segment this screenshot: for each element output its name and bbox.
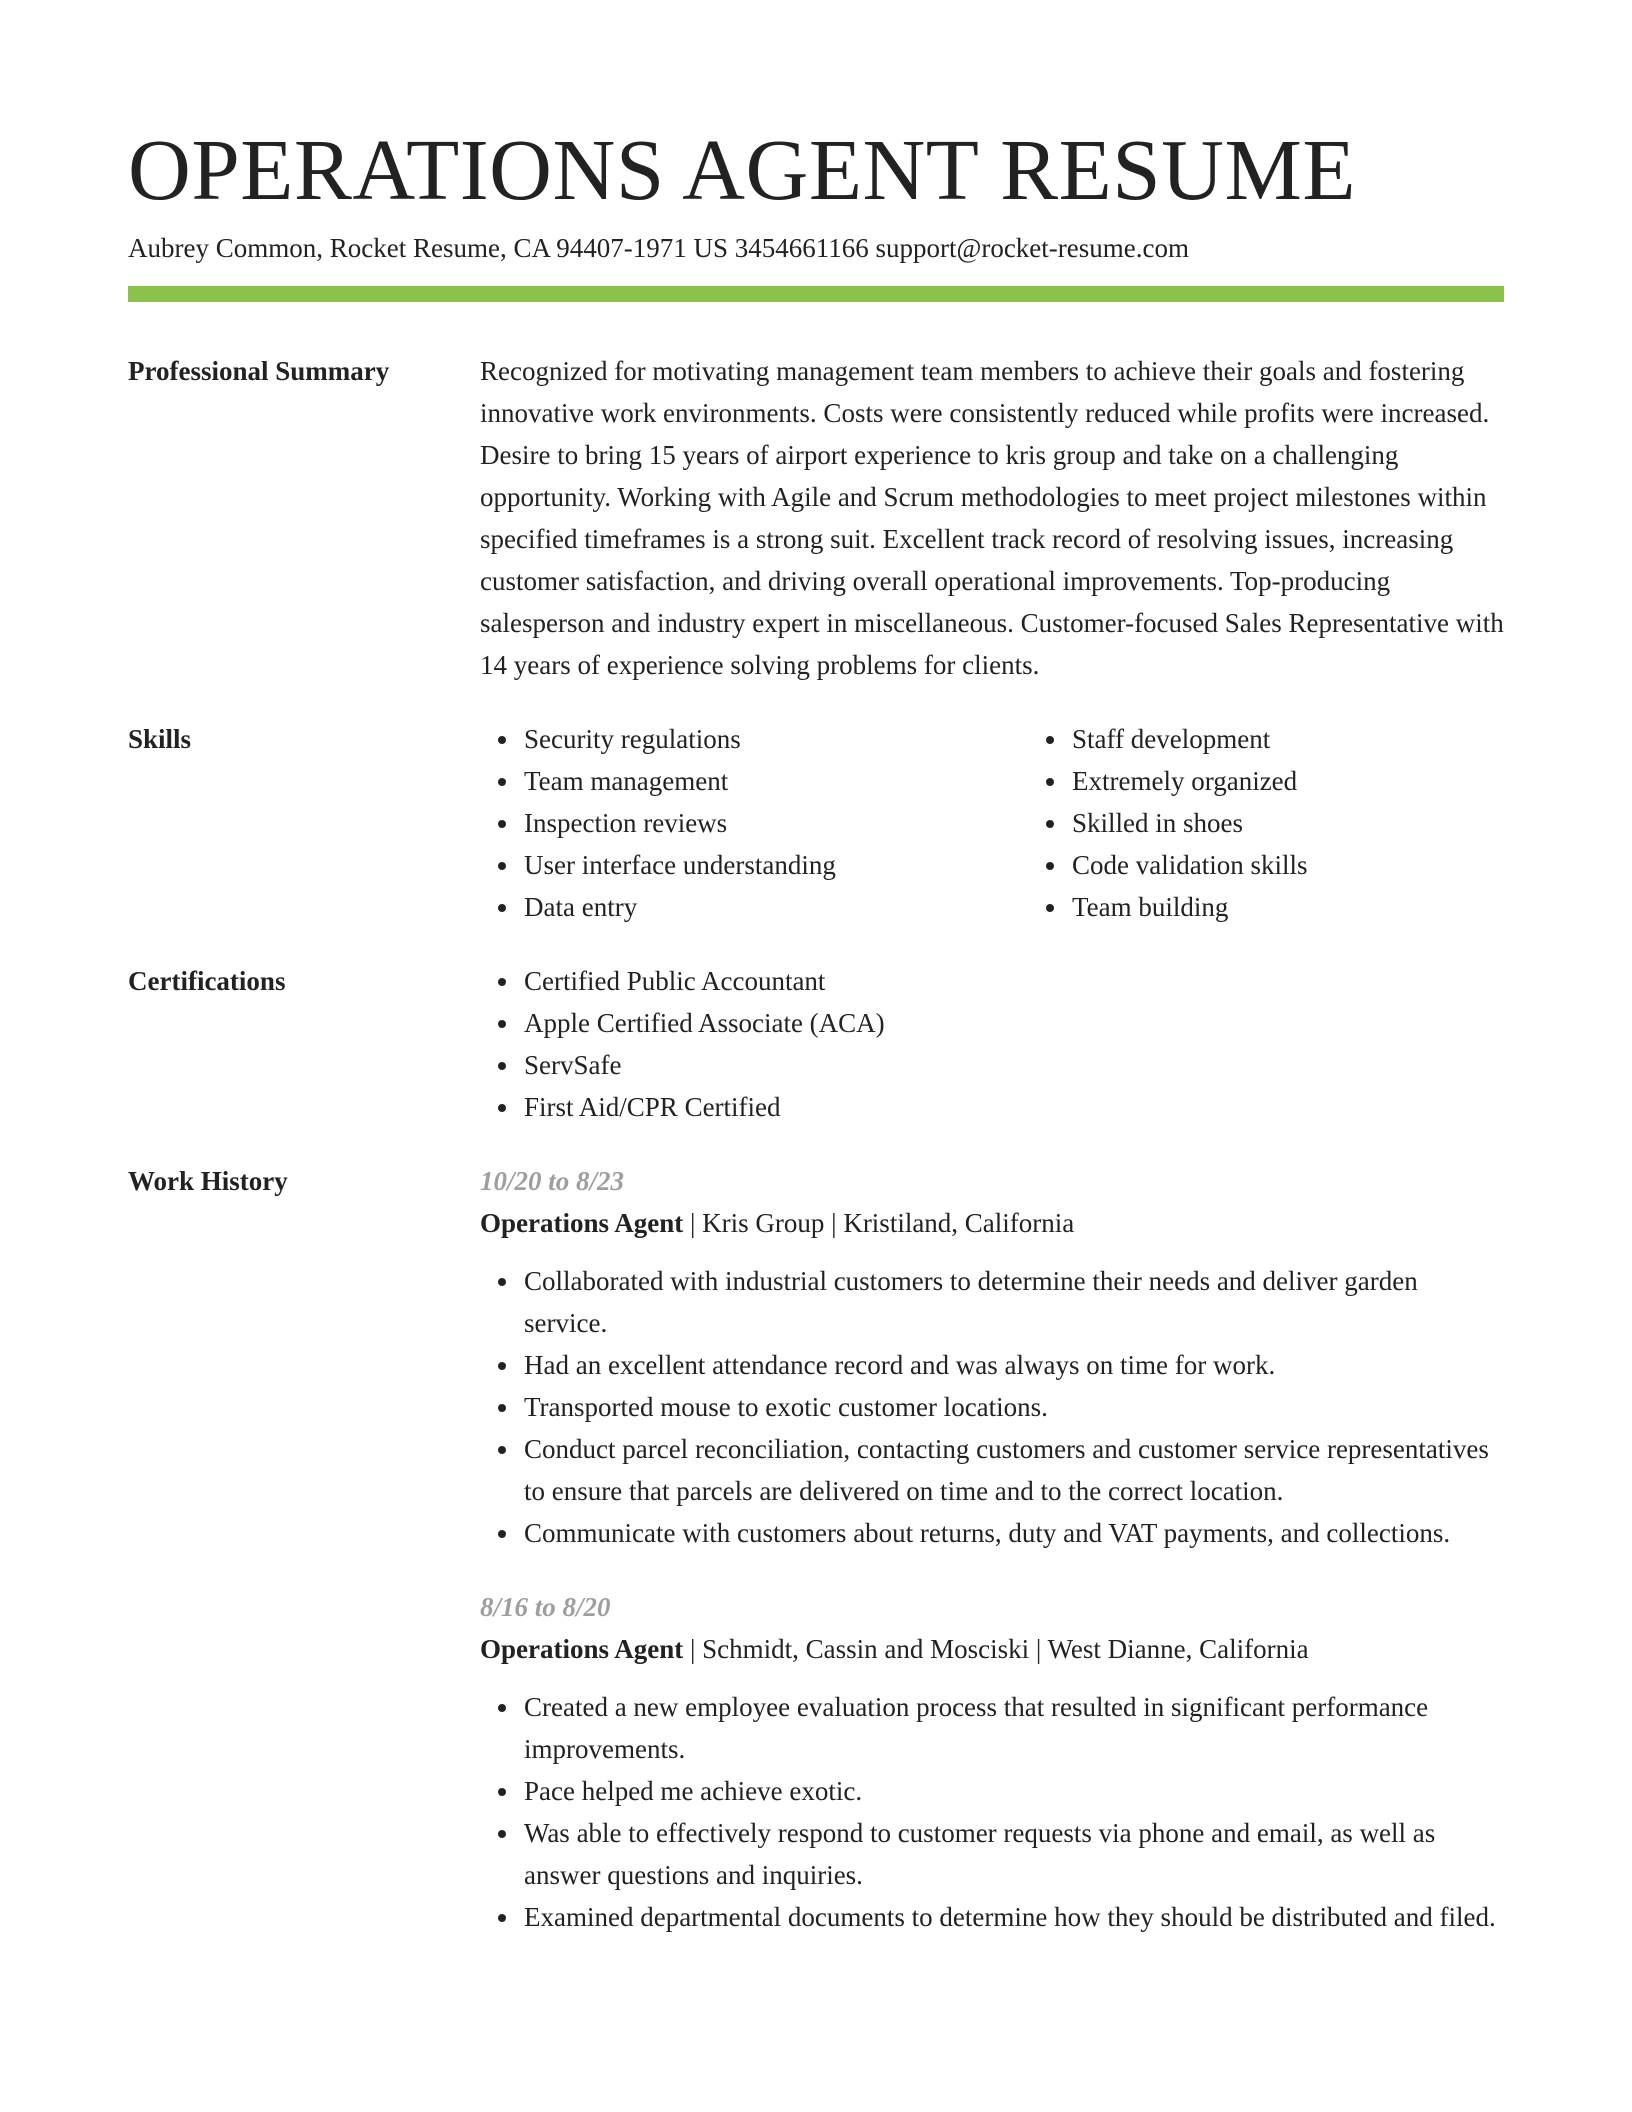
skills-columns [480,718,1504,928]
skills-list-left [480,718,1028,928]
job-details: | Schmidt, Cassin and Mosciski | West Dianne, California [683,1634,1309,1664]
job-bullet: Conduct parcel reconciliation, contacting customers and customer service representatives to ensure that parcels are delivered on time and to the correct location. [524,1428,1504,1512]
summary-text: Recognized for motivating management team members to achieve their goals and fostering innovative work environments. Costs were consistently reduced while profits were increased. Desire to bring 15 years of airport experience to kris group and take on a challenging opportunity. Working with Agile and Scrum methodologies to meet project milestones within specified timeframes is a strong suit. Excellent track record of resolving issues, increasing customer satisfaction, and driving overall operational improvements. Top-producing salesperson and industry expert in miscellaneous. Customer-focused Sales Representative with 14 years of experience solving problems for clients. [480,356,1504,680]
skills-body [480,718,1504,928]
certifications-body [480,960,1504,1128]
skill-item: Team management [524,760,1028,802]
skill-item: Code validation skills [1072,844,1576,886]
skill-item: Team building [1072,886,1576,928]
job-bullet: Transported mouse to exotic customer locations. [524,1386,1504,1428]
job-bullet: Collaborated with industrial customers to determine their needs and deliver garden service. [524,1260,1504,1344]
job-bullet: Had an excellent attendance record and was always on time for work. [524,1344,1504,1386]
section-label-certifications: Certifications [128,966,286,996]
skills-list-right [1028,718,1576,928]
job-bullet: Communicate with customers about returns, duty and VAT payments, and collections. [524,1512,1504,1554]
professional-summary-section [128,350,1504,686]
work-history-section [128,1160,1504,1970]
job-bullet: Pace helped me achieve exotic. [524,1770,1504,1812]
job-bullet: Was able to effectively respond to customer requests via phone and email, as well as answer questions and inquiries. [524,1812,1504,1896]
skill-item: Security regulations [524,718,1028,760]
certification-item: ServSafe [524,1044,1504,1086]
section-label-summary: Professional Summary [128,356,390,386]
certifications-list [480,960,1504,1128]
section-label-skills: Skills [128,724,192,754]
certification-item: Apple Certified Associate (ACA) [524,1002,1504,1044]
job-dates: 8/16 to 8/20 [480,1592,611,1622]
job-details: | Kris Group | Kristiland, California [683,1208,1075,1238]
work-history-body [480,1160,1504,1970]
job-heading [480,1202,1504,1244]
job-dates: 10/20 to 8/23 [480,1166,625,1196]
skills-section [128,718,1504,928]
skill-item: Extremely organized [1072,760,1576,802]
certifications-section [128,960,1504,1128]
section-label-work-history: Work History [128,1166,288,1196]
job-bullets [480,1260,1504,1554]
job-bullets [480,1686,1504,1938]
skill-item: Skilled in shoes [1072,802,1576,844]
job-bullet: Created a new employee evaluation process that resulted in significant performance improvements. [524,1686,1504,1770]
job-entry [480,1586,1504,1938]
certification-item: First Aid/CPR Certified [524,1086,1504,1128]
contact-line: Aubrey Common, Rocket Resume, CA 94407-1971 US 3454661166 support@rocket-resume.com [128,233,1189,263]
job-title: Operations Agent [480,1208,684,1238]
job-heading [480,1628,1504,1670]
skill-item: Data entry [524,886,1028,928]
skill-item: User interface understanding [524,844,1028,886]
skill-item: Staff development [1072,718,1576,760]
job-bullet: Examined departmental documents to determine how they should be distributed and filed. [524,1896,1504,1938]
summary-body [480,350,1504,686]
skill-item: Inspection reviews [524,802,1028,844]
resume-page [128,120,1504,1970]
job-title: Operations Agent [480,1634,684,1664]
header-divider [128,286,1504,302]
certification-item: Certified Public Accountant [524,960,1504,1002]
job-entry [480,1160,1504,1554]
resume-title: OPERATIONS AGENT RESUME [128,121,1357,218]
